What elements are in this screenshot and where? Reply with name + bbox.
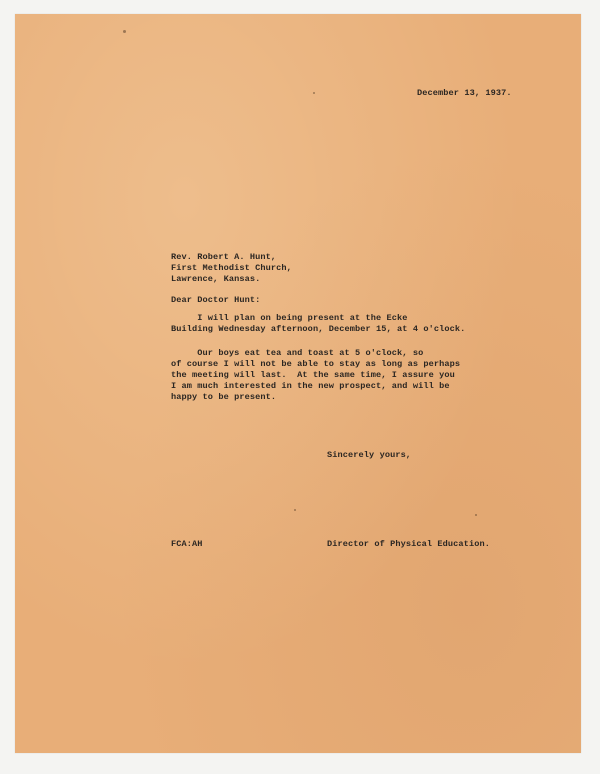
closing: Sincerely yours, xyxy=(327,450,412,460)
body-line: happy to be present. xyxy=(171,392,277,402)
paper-speck xyxy=(123,30,126,33)
paper-speck xyxy=(475,514,477,516)
body-line: the meeting will last. At the same time, I assure you xyxy=(171,370,455,380)
recipient-line: First Methodist Church, xyxy=(171,263,292,273)
typist-initials: FCA:AH xyxy=(171,539,203,549)
paper-speck xyxy=(313,92,315,94)
body-line: I am much interested in the new prospect, and will be xyxy=(171,381,450,391)
body-line: Our boys eat tea and toast at 5 o'clock, so xyxy=(171,348,424,358)
letter-date: December 13, 1937. xyxy=(417,88,512,98)
recipient-line: Lawrence, Kansas. xyxy=(171,274,261,284)
signature-title: Director of Physical Education. xyxy=(327,539,490,549)
paper-speck xyxy=(294,509,296,511)
letter-page xyxy=(15,14,581,753)
body-line: of course I will not be able to stay as long as perhaps xyxy=(171,359,461,369)
body-line: I will plan on being present at the Ecke xyxy=(171,313,408,323)
recipient-line: Rev. Robert A. Hunt, xyxy=(171,252,277,262)
salutation: Dear Doctor Hunt: xyxy=(171,295,261,305)
body-line: Building Wednesday afternoon, December 15, at 4 o'clock. xyxy=(171,324,466,334)
